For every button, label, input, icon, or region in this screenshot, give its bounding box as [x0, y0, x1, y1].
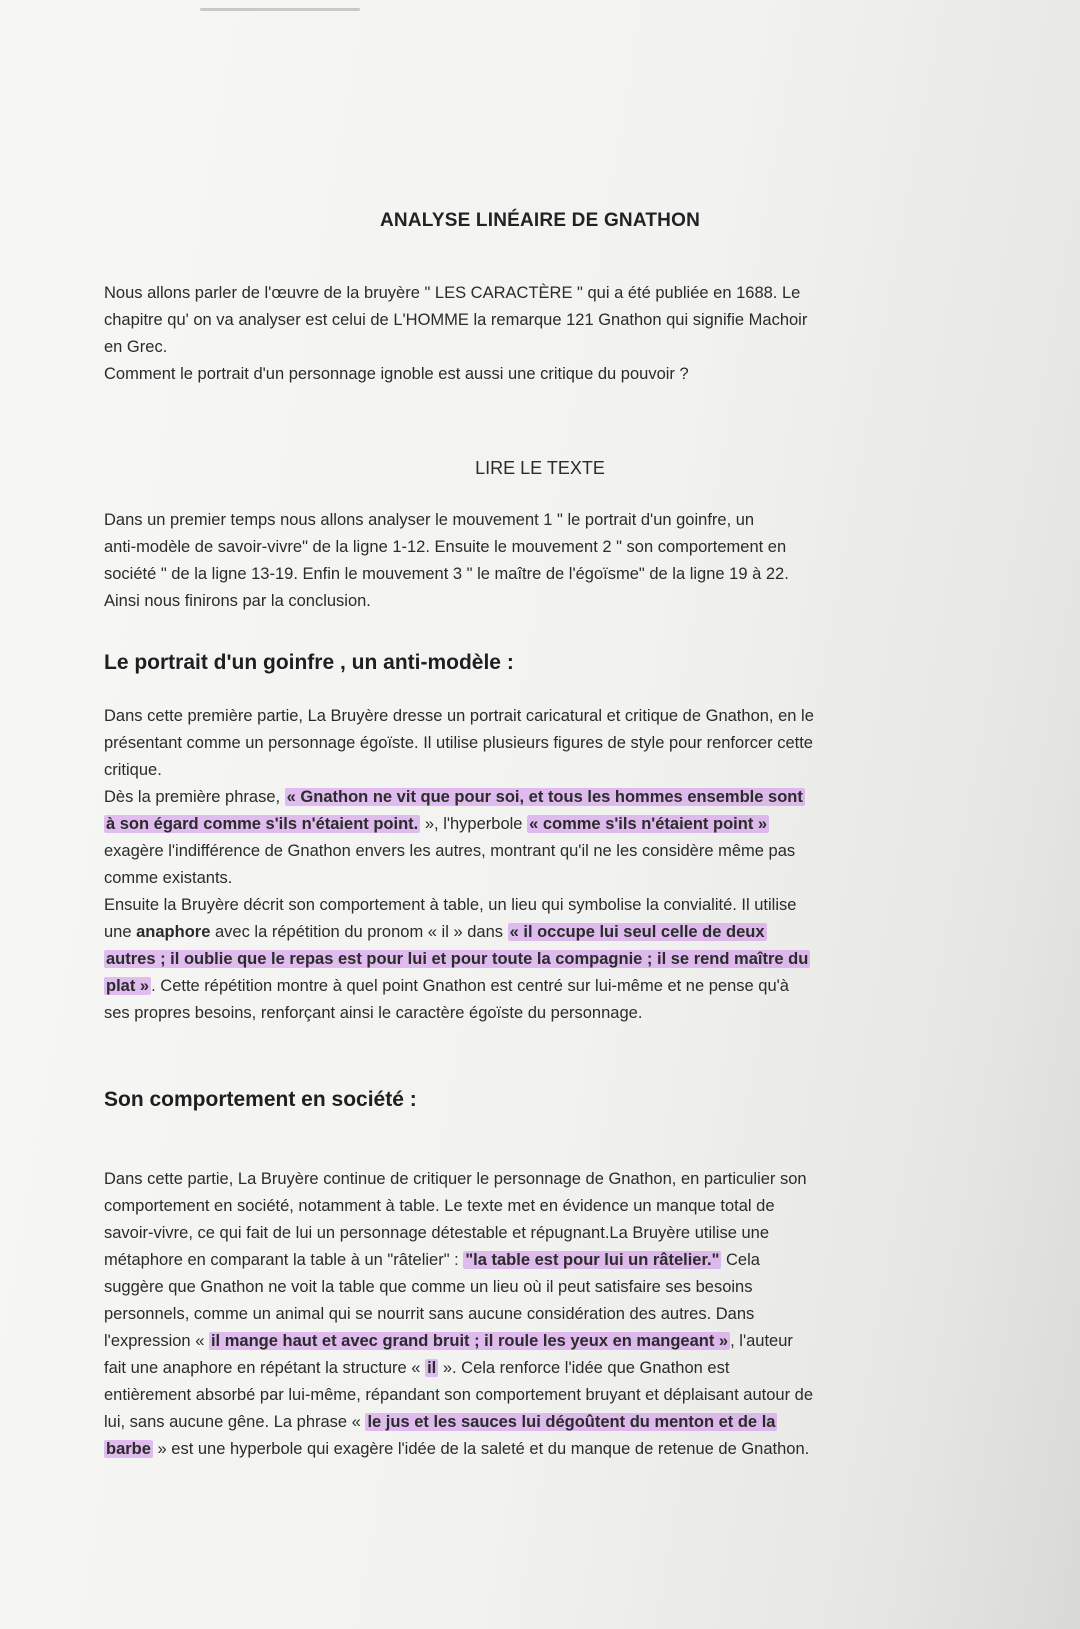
text-line [104, 1355, 944, 1382]
text-run: », l'hyperbole [420, 815, 528, 833]
lire-le-texte: LIRE LE TEXTE [475, 458, 605, 478]
highlighted-quote: « il occupe lui seul celle de deux [509, 923, 765, 941]
plan-line: Ainsi nous finirons par la conclusion. [104, 592, 371, 610]
text-line: Ensuite la Bruyère décrit son comportement à table, un lieu qui symbolise la convialité. Il utilise [104, 896, 797, 914]
text-run: une [104, 923, 137, 941]
highlighted-quote: « comme s'ils n'étaient point » [529, 815, 768, 833]
text-line: comportement en société, notamment à table. Le texte met en évidence un manque total de [104, 1197, 775, 1215]
intro-question: Comment le portrait d'un personnage ignoble est aussi une critique du pouvoir ? [104, 365, 689, 383]
text-run: Dès la première phrase, [104, 788, 285, 806]
text-line: entièrement absorbé par lui-même, répandant son comportement bruyant et déplaisant autour de [104, 1386, 814, 1404]
highlighted-quote: à son égard comme s'ils n'étaient point. [106, 815, 419, 833]
text-run: fait une anaphore en répétant la structure « [104, 1359, 426, 1377]
section1-heading: Le portrait d'un goinfre , un anti-modèle : [104, 651, 514, 674]
plan-line: société " de la ligne 13-19. Enfin le mouvement 3 " le maître de l'égoïsme" de la ligne 19 à 22. [104, 565, 789, 583]
text-line: Dans cette partie, La Bruyère continue de critiquer le personnage de Gnathon, en particulier son [104, 1170, 807, 1188]
text-line [104, 1247, 944, 1274]
highlighted-quote: plat » [106, 977, 150, 995]
text-line: critique. [104, 761, 162, 779]
highlighted-quote: "la table est pour lui un râtelier." [465, 1251, 720, 1269]
text-line [104, 784, 944, 811]
text-line [104, 811, 944, 838]
text-line: présentant comme un personnage égoïste. Il utilise plusieurs figures de style pour renforcer cette [104, 734, 813, 752]
text-run: . Cette répétition montre à quel point Gnathon est centré sur lui-même et ne pense qu'à [151, 977, 789, 995]
section2-body [104, 1166, 944, 1463]
plan-line: Dans un premier temps nous allons analyser le mouvement 1 " le portrait d'un goinfre, un [104, 511, 755, 529]
text-run: » est une hyperbole qui exagère l'idée de la saleté et du manque de retenue de Gnathon. [152, 1440, 810, 1458]
section2-heading: Son comportement en société : [104, 1088, 417, 1111]
text-run: , l'auteur [730, 1332, 793, 1350]
text-run: l'expression « [104, 1332, 209, 1350]
plan-paragraph [104, 507, 944, 615]
intro-line: chapitre qu' on va analyser est celui de L'HOMME la remarque 121 Gnathon qui signifie Machoir [104, 311, 808, 329]
highlighted-quote: barbe [106, 1440, 151, 1458]
intro-line: en Grec. [104, 338, 168, 356]
text-line: comme existants. [104, 869, 233, 887]
highlighted-quote: le jus et les sauces lui dégoûtent du menton et de la [367, 1413, 776, 1431]
highlighted-quote: il [427, 1359, 437, 1377]
text-run: ». Cela renforce l'idée que Gnathon est [438, 1359, 730, 1377]
document-title: ANALYSE LINÉAIRE DE GNATHON [380, 210, 700, 231]
text-run: avec la répétition du pronom « il » dans [210, 923, 508, 941]
text-line: personnels, comme un animal qui se nourrit sans aucune considération des autres. Dans [104, 1305, 755, 1323]
text-line: ses propres besoins, renforçant ainsi le caractère égoïste du personnage. [104, 1004, 643, 1022]
text-line [104, 1328, 944, 1355]
text-line: exagère l'indifférence de Gnathon envers les autres, montrant qu'il ne les considère même pas [104, 842, 796, 860]
highlighted-quote: il mange haut et avec grand bruit ; il roule les yeux en mangeant » [210, 1332, 729, 1350]
text-line [104, 1409, 944, 1436]
text-line: savoir-vivre, ce qui fait de lui un personnage détestable et répugnant.La Bruyère utilise une [104, 1224, 769, 1242]
highlighted-quote: autres ; il oublie que le repas est pour lui et pour toute la compagnie ; il se rend maître du [106, 950, 809, 968]
text-run: Cela [721, 1251, 760, 1269]
highlighted-quote: « Gnathon ne vit que pour soi, et tous les hommes ensemble sont [286, 788, 803, 806]
intro-line: Nous allons parler de l'œuvre de la bruyère " LES CARACTÈRE " qui a été publiée en 1688. Le [104, 284, 801, 302]
bold-term: anaphore [136, 923, 211, 941]
text-run: métaphore en comparant la table à un "râtelier" : [104, 1251, 464, 1269]
text-line [104, 946, 944, 973]
text-line [104, 1436, 944, 1463]
plan-line: anti-modèle de savoir-vivre" de la ligne 1-12. Ensuite le mouvement 2 " son comportement en [104, 538, 787, 556]
text-line [104, 973, 944, 1000]
text-line: Dans cette première partie, La Bruyère dresse un portrait caricatural et critique de Gnathon, en le [104, 707, 814, 725]
text-run: lui, sans aucune gêne. La phrase « [104, 1413, 366, 1431]
text-line: suggère que Gnathon ne voit la table que comme un lieu où il peut satisfaire ses besoins [104, 1278, 753, 1296]
scan-mark [200, 8, 360, 11]
text-line [104, 919, 944, 946]
intro-paragraph [104, 280, 944, 388]
section1-body [104, 703, 944, 1027]
